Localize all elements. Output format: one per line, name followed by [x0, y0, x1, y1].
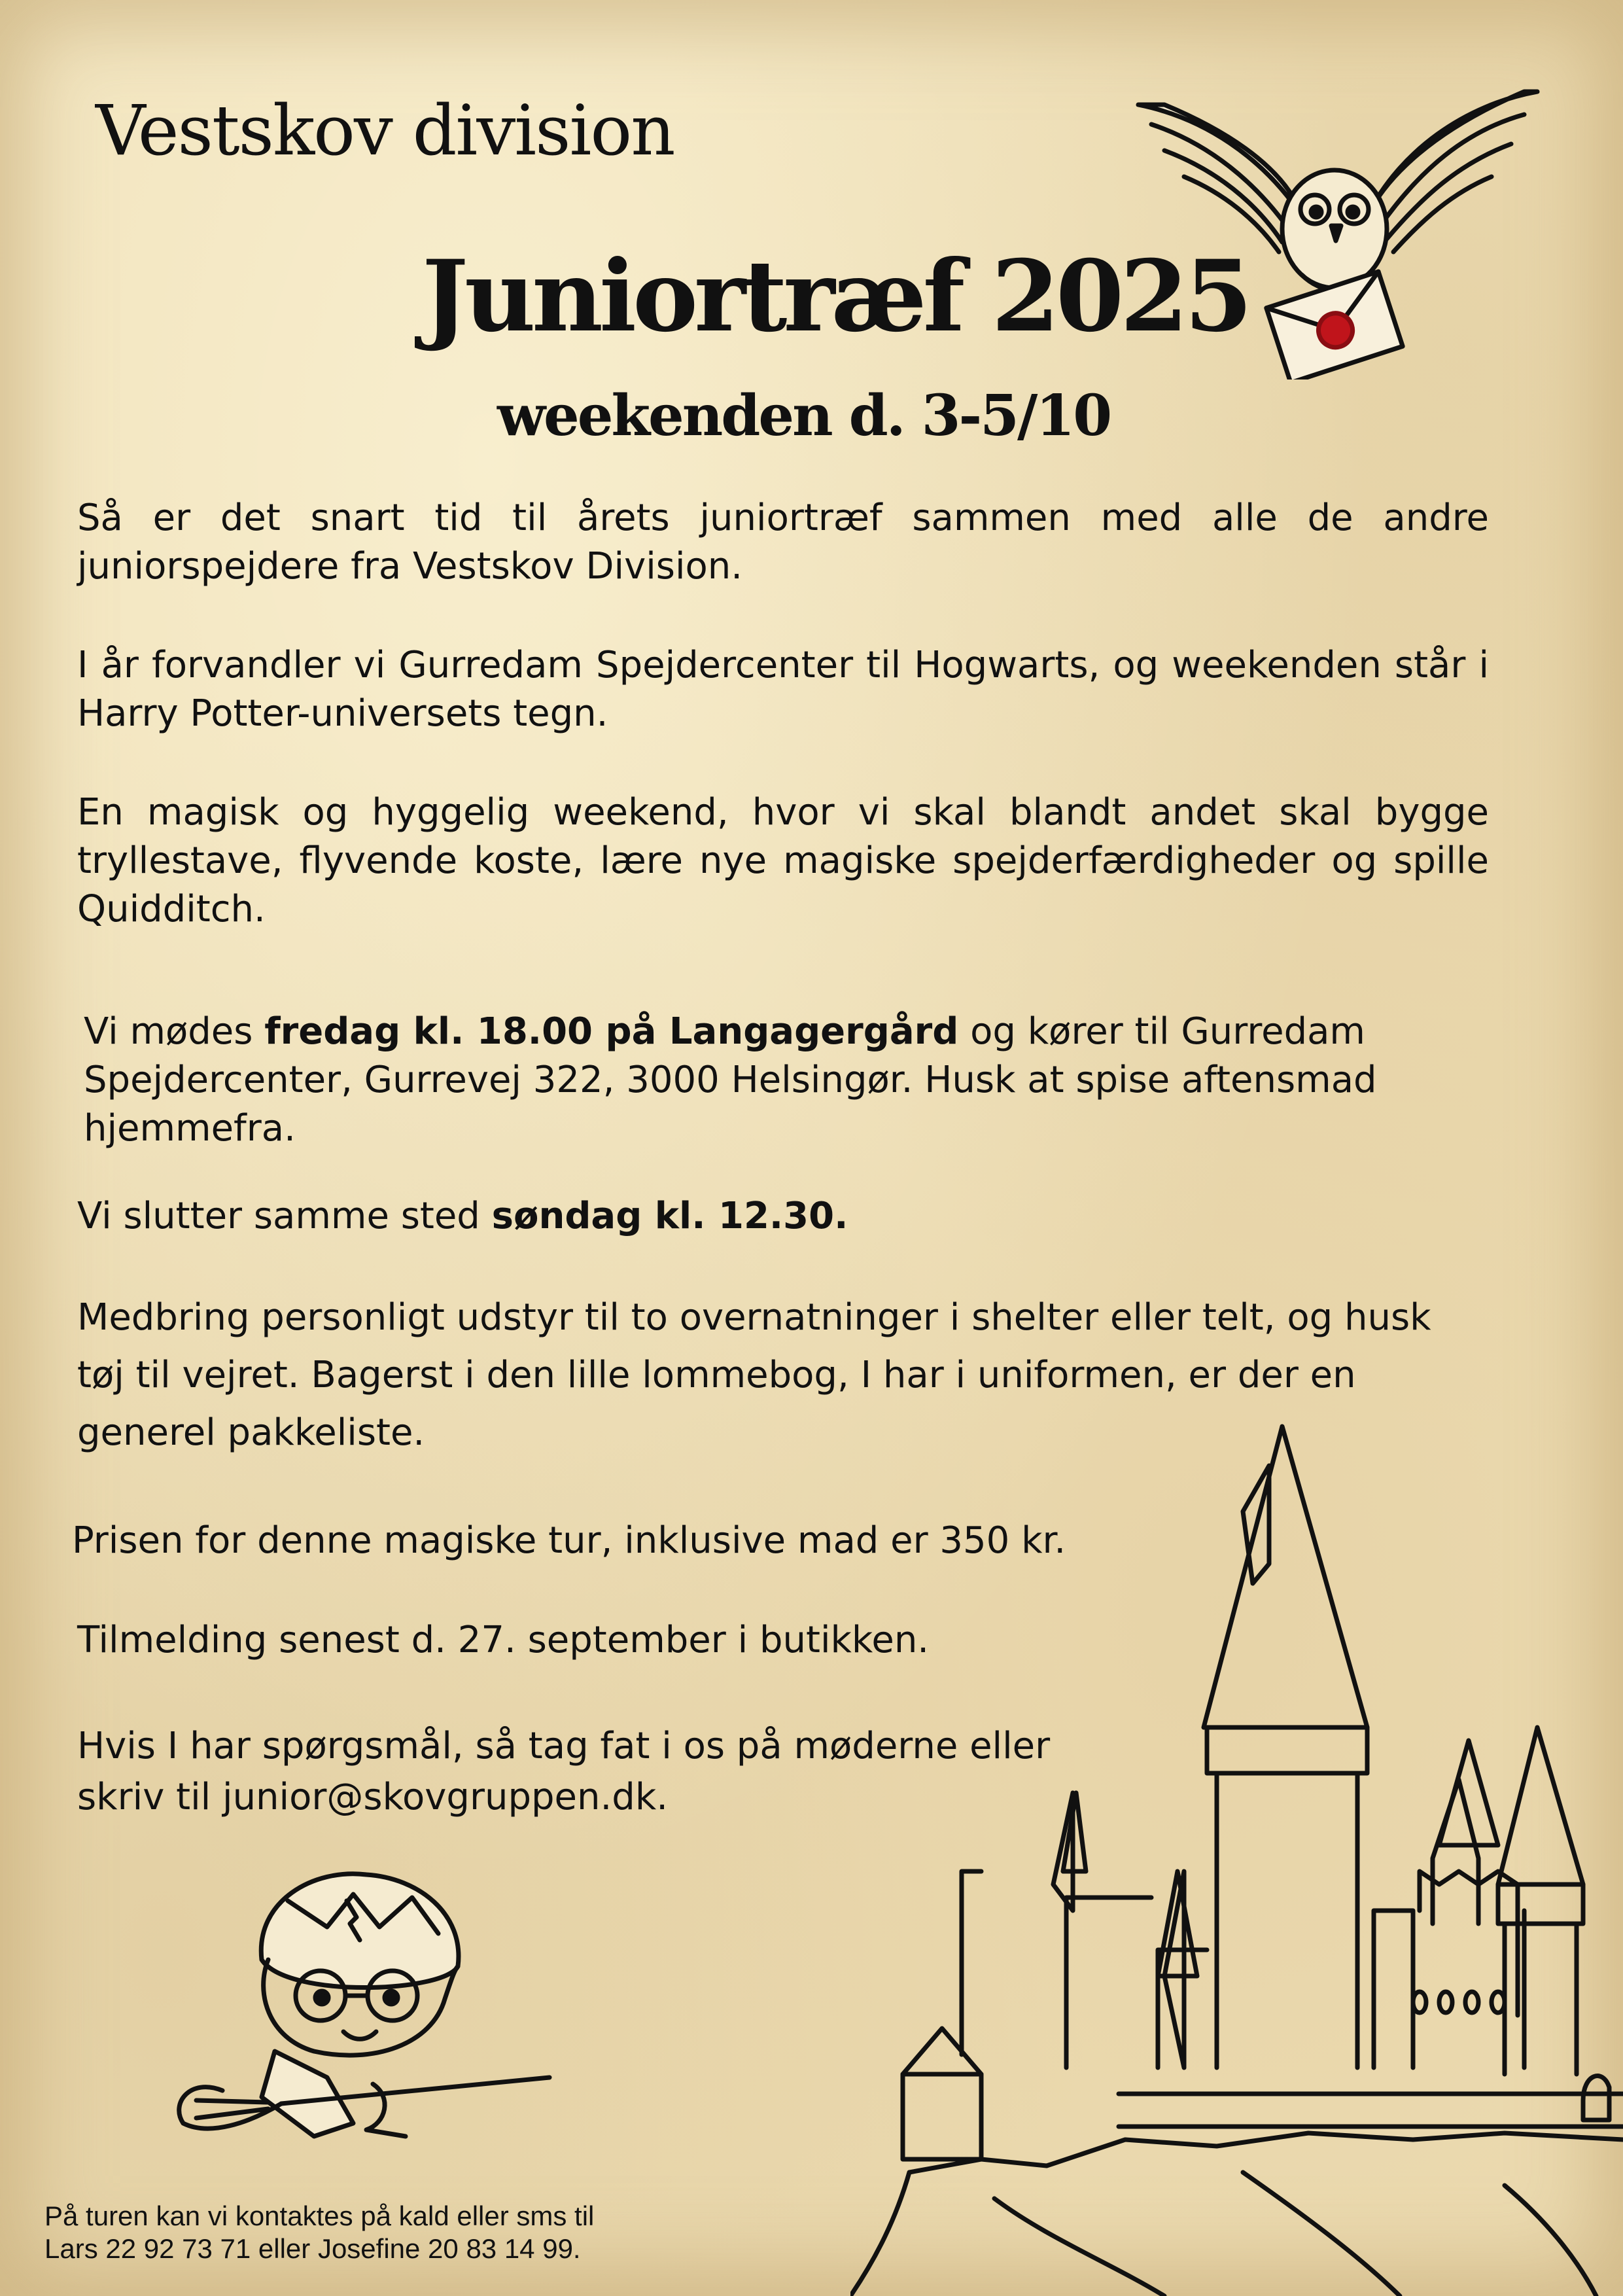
- hogwarts-castle-icon: [850, 1413, 1623, 2296]
- division-name: Vestskov division: [96, 90, 674, 171]
- end-text: Vi slutter samme sted: [77, 1195, 492, 1237]
- footer-line-2: Lars 22 92 73 71 eller Josefine 20 83 14 99.: [44, 2233, 581, 2264]
- harry-on-broom-icon: [157, 1862, 576, 2143]
- owl-with-letter-icon: [1125, 79, 1550, 380]
- paragraph-questions: Hvis I har spørgsmål, så tag fat i os på møderne eller skriv til junior@skovgruppen.dk.: [77, 1725, 1051, 1818]
- paragraph-gear: Medbring personligt udstyr til to overnatninger i shelter eller telt, og husk tøj til vejret. Bagerst i den lille lommebog, I har i uniformen, er der en generel pakkeliste.: [77, 1296, 1431, 1454]
- paragraph-intro: Så er det snart tid til årets juniortræf sammen med alle de andre juniorspejdere fra Vestskov Division.: [77, 497, 1489, 588]
- end-time: søndag kl. 12.30.: [491, 1195, 848, 1237]
- meeting-time-place: fredag kl. 18.00 på Langagergård: [264, 1010, 959, 1053]
- footer-line-1: På turen kan vi kontaktes på kald eller sms til: [44, 2200, 595, 2231]
- paragraph-price: Prisen for denne magiske tur, inklusive mad er 350 kr.: [72, 1519, 1066, 1562]
- meeting-text: Vi mødes: [84, 1010, 265, 1053]
- paragraph-end: [77, 1192, 1489, 1241]
- date-subtitle: weekenden d. 3-5/10: [497, 383, 1111, 449]
- contact-footer: [44, 2200, 594, 2265]
- paragraph-theme: I år forvandler vi Gurredam Spejdercenter til Hogwarts, og weekenden står i Harry Potter-universets tegn.: [77, 644, 1489, 735]
- paragraph-activities: En magisk og hyggelig weekend, hvor vi skal blandt andet skal bygge tryllestave, flyvende koste, lære nye magiske spejderfærdigheder og spille Quidditch.: [77, 791, 1489, 930]
- paragraph-signup: Tilmelding senest d. 27. september i butikken.: [77, 1619, 930, 1661]
- paragraph-meeting: [84, 1008, 1425, 1153]
- page-title: Juniortræf 2025: [422, 239, 1249, 354]
- meeting-text-rest: og kører til Gurredam Spejdercenter, Gurrevej 322, 3000 Helsingør. Husk at spise aftensmad hjemmefra.: [84, 1010, 1377, 1150]
